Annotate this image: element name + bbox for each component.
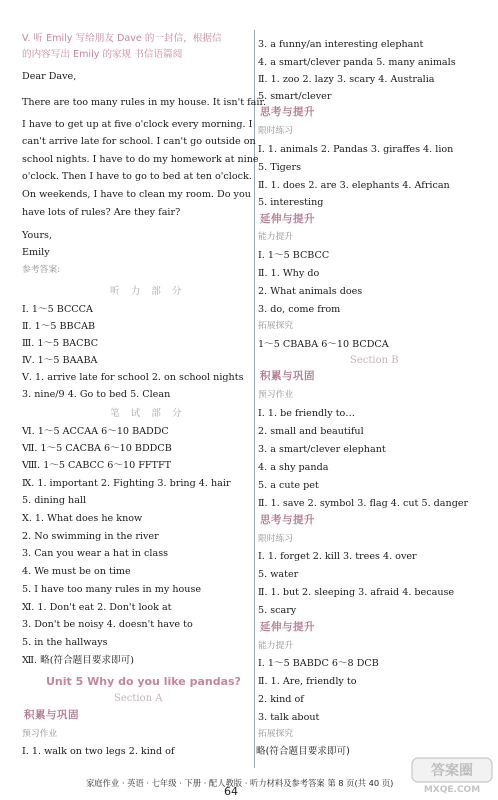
letter-line: I have to get up at five o'clock every morning. I (22, 119, 253, 130)
answer-line: 3. nine/9 4. Go to bed 5. Clean (22, 389, 171, 400)
answer-line: 5. in the hallways (22, 637, 108, 648)
answer-line: 4. We must be on time (22, 566, 131, 577)
chip-improve: 思考与提升 (260, 514, 315, 526)
answer-line: 3. do, come from (258, 304, 341, 315)
answer-line: 5. a cute pet (258, 480, 319, 491)
answer-line: 5. interesting (258, 197, 324, 208)
expand-label: 拓展探究 (258, 729, 294, 739)
answer-line: 2. kind of (258, 694, 304, 705)
answer-line: Ⅰ. 1. forget 2. kill 3. trees 4. over (258, 551, 417, 562)
answer-line: Ⅶ. 1～5 CACBA 6～10 BDDCB (22, 443, 172, 454)
answer-line: 3. a funny/an interesting elephant (258, 39, 424, 50)
task5-title: V. 听 Emily 写给朋友 Dave 的一封信，根据信 (22, 33, 222, 44)
ability-label: 能力提升 (258, 232, 294, 242)
section-b-heading: Section B (350, 355, 399, 366)
answer-line: Ⅹ. 1. What does he know (22, 513, 143, 524)
answer-line: Ⅺ. 1. Don't eat 2. Don't look at (22, 602, 172, 613)
answer-line: 5. water (258, 569, 299, 580)
answer-line: Ⅷ. 1～5 CABCC 6～10 FFTFT (22, 460, 172, 471)
answer-line: 5. dining hall (22, 495, 87, 506)
answer-line: Ⅵ. 1～5 ACCAA 6～10 BADDC (22, 426, 169, 437)
answer-line: Ⅰ. 1. animals 2. Pandas 3. giraffes 4. lion (258, 144, 454, 155)
pre-work-label: 预习作业 (258, 390, 294, 400)
watermark-cn: 答案圈 (431, 763, 473, 779)
letter-line: can't arrive late for school. I can't go outside on (22, 136, 256, 147)
answer-line: Ⅰ. 1～5 BABDC 6～8 DCB (258, 658, 379, 669)
answer-line: 2. small and beautiful (258, 426, 364, 437)
pre-work-label: 预习作业 (22, 729, 58, 739)
answer-line: Ⅰ. 1. be friendly to… (258, 408, 355, 419)
answer-line: Ⅱ. 1. Why do (258, 268, 320, 279)
unit-title: Unit 5 Why do you like pandas? (46, 675, 241, 688)
answer-line: 5. Tigers (258, 162, 301, 173)
footer-text: 家庭作业 · 英语 · 七年级 · 下册 · 配人教版 · 听力材料及参考答案 第 8 页(共 40 页) (86, 778, 394, 788)
answer-line: Ⅸ. 1. important 2. Fighting 3. bring 4. hair (22, 478, 231, 489)
timed-practice-label: 限时练习 (258, 126, 294, 136)
letter-line: Dear Dave, (22, 71, 77, 82)
letter-line: school nights. I have to do my homework at nine (22, 154, 259, 165)
letter-line: On weekends, I have to clean my room. Do you (22, 189, 251, 200)
answer-line: Ⅱ. 1～5 BBCAB (22, 321, 96, 332)
watermark-logo (410, 754, 494, 796)
chip-basic: 积累与巩固 (260, 370, 315, 382)
answer-line: Ⅰ. 1～5 BCBCC (258, 250, 330, 261)
answer-line: 3. a smart/clever elephant (258, 444, 386, 455)
page-number: 64 (224, 785, 238, 798)
answer-line: Ⅱ. 1. but 2. sleeping 3. afraid 4. because (258, 587, 455, 598)
answer-line: 3. Can you wear a hat in class (22, 548, 169, 559)
answer-line: Ⅱ. 1. zoo 2. lazy 3. scary 4. Australia (258, 74, 435, 85)
answer-line: 5. I have too many rules in my house (22, 584, 202, 595)
letter-line: There are too many rules in my house. It isn't fair. (22, 97, 267, 108)
timed-practice-label: 限时练习 (258, 534, 294, 544)
watermark-en: MXQE.COM (423, 785, 481, 795)
written-heading: 笔 试 部 分 (110, 408, 186, 419)
answer-line: 1～5 CBABA 6～10 BCDCA (258, 339, 389, 350)
chip-extend: 延伸与提升 (260, 621, 315, 633)
answer-line: 3. Don't be noisy 4. doesn't have to (22, 619, 193, 630)
answer-line: 4. a shy panda (258, 462, 329, 473)
ability-label: 能力提升 (258, 641, 294, 651)
answer-line: Ⅴ. 1. arrive late for school 2. on school nights (22, 372, 244, 383)
task5-title-cont: 的内容写出 Emily 的家规 书信语篇阅 (22, 49, 183, 60)
answer-line: 2. No swimming in the river (22, 531, 159, 542)
chip-improve: 思考与提升 (260, 106, 315, 118)
answer-line: 2. What animals does (258, 286, 363, 297)
answer-key-label: 参考答案: (22, 265, 61, 275)
answer-line: 5. scary (258, 605, 297, 616)
answer-line: Ⅻ. 略(符合题目要求即可) (22, 655, 134, 666)
letter-line: Emily (22, 247, 50, 258)
chip-basic: 积累与巩固 (24, 709, 79, 721)
letter-line: have lots of rules? Are they fair? (22, 207, 181, 218)
answer-line: Ⅱ. 1. save 2. symbol 3. flag 4. cut 5. danger (258, 498, 469, 509)
answer-line: Ⅰ. 1. walk on two legs 2. kind of (22, 746, 175, 757)
answer-line: Ⅳ. 1～5 BAABA (22, 355, 98, 366)
answer-line: 略(符合题目要求即可) (256, 746, 350, 757)
listening-heading: 听 力 部 分 (110, 286, 186, 297)
answer-line: Ⅱ. 1. does 2. are 3. elephants 4. African (258, 180, 450, 191)
answer-line: Ⅲ. 1～5 BACBC (22, 338, 99, 349)
answer-line: 5. smart/clever (258, 91, 332, 102)
letter-line: Yours, (22, 230, 53, 241)
answer-line: Ⅰ. 1～5 BCCCA (22, 304, 93, 315)
answer-line: 4. a smart/clever panda 5. many animals (258, 57, 456, 68)
answer-line: Ⅱ. 1. Are, friendly to (258, 676, 357, 687)
letter-line: o'clock. Then I have to go to bed at ten o'clock. (22, 171, 252, 182)
expand-label: 拓展探究 (258, 321, 294, 331)
section-a-heading: Section A (114, 693, 163, 704)
chip-extend: 延伸与提升 (260, 213, 315, 225)
answer-line: 3. talk about (258, 712, 320, 723)
